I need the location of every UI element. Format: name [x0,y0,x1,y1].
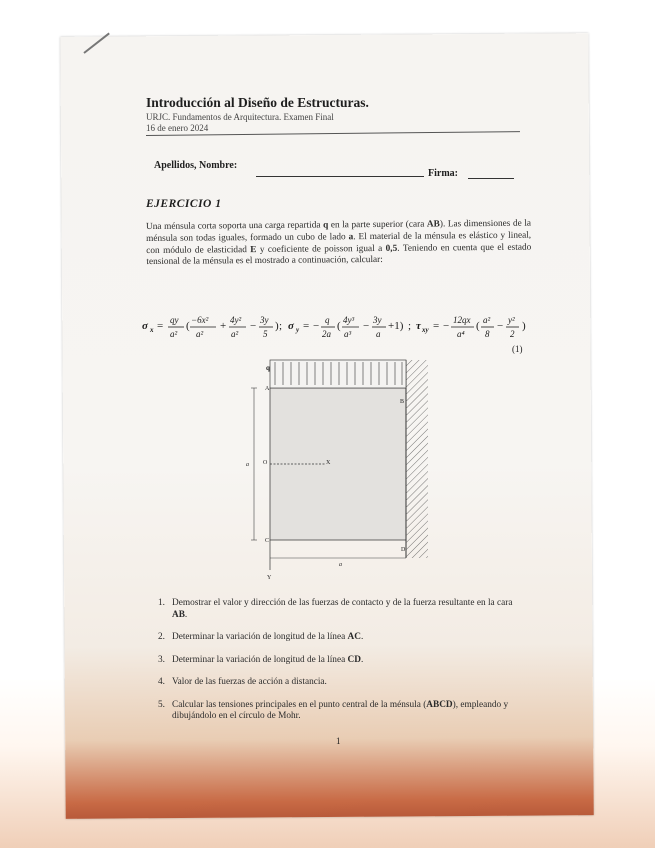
paren-open-2: ( [337,320,341,332]
course-title: Introducción al Diseño de Estructuras. [146,95,369,110]
corbel-body [270,388,406,540]
eq-sign-2: = [303,320,310,332]
exercise-title: EJERCICIO 1 [146,198,222,210]
frac2-num: −6x² [191,315,209,325]
paren-close-3: ) [522,320,526,332]
frac10-den: 2 [510,329,515,339]
frac9-num: a² [483,315,491,325]
equation-number: (1) [512,344,523,354]
minus-4: − [443,320,450,332]
label-D: D [401,547,406,553]
minus-1: − [250,320,257,332]
page-number: 1 [336,736,341,746]
paren-open-3: ( [476,320,480,332]
frac3-num: 4y² [230,315,242,325]
frac1-den: a² [170,329,178,339]
frac5-num: q [325,315,330,325]
eq-sign-3: = [433,320,440,332]
list-item: 5. Calcular las tensiones principales en el punto central de la ménsula (ABCD), empleando y dibujándolo en el círculo de Mohr. [158,699,509,721]
exam-date: 16 de enero 2024 [146,123,209,133]
label-Y: Y [267,575,272,581]
minus-2: − [313,320,320,332]
name-field-line [256,176,424,177]
sigma-x: σ [142,320,148,332]
semicolon-1: ; [279,320,283,332]
label-A: A [265,386,270,392]
frac8-num: 12qx [453,315,471,325]
course-subtitle: URJC. Fundamentos de Arquitectura. Examen Final [146,112,334,122]
name-label: Apellidos, Nombre: [154,160,238,171]
frac7-den: a [376,329,381,339]
label-B: B [400,399,405,405]
frac4-num: 3y [260,315,269,325]
frac2-den: a² [196,329,204,339]
label-O: O [263,460,268,466]
label-X: X [326,460,331,466]
frac1-num: qy [170,315,179,325]
load-box [270,360,406,388]
label-dim-vertical: a [246,462,249,468]
minus-3: − [363,320,370,332]
frac8-den: a⁴ [457,329,465,339]
list-item: 2. Determinar la variación de longitud de la línea AC. [158,632,364,642]
stress-equation [142,306,537,352]
frac10-num: y² [508,315,515,325]
plus-1: + [220,320,227,332]
list-item: 1. Demostrar el valor y dirección de las fuerzas de contacto y de la fuerza resultante en la cara AB. [158,598,513,620]
wall-hatch [406,360,428,558]
signature-label: Firma: [428,168,458,179]
semicolon-2: ; [408,320,412,332]
frac3-den: a² [231,329,239,339]
sigma-x-sub: x [150,326,154,334]
label-C: C [265,538,270,544]
paren-open-1: ( [186,320,190,332]
list-item: 4. Valor de las fuerzas de acción a distancia. [158,677,327,687]
frac7-num: 3y [373,315,382,325]
plus-one: +1) [388,320,404,332]
frac5-den: 2a [322,329,331,339]
tau-xy: τ [416,320,421,332]
frac6-den: a³ [344,329,352,339]
sigma-y-sub: y [296,326,300,334]
list-item: 3. Determinar la variación de longitud de la línea CD. [158,654,364,665]
paren-close-1: ) [275,320,279,332]
corbel-figure [244,358,444,583]
sigma-y: σ [288,320,294,332]
signature-field-line [468,178,514,179]
exercise-statement: Una ménsula corta soporta una carga repartida q en la parte superior (cara AB). Las dimensiones de la ménsula son todas iguales, formado un cubo de lado a. El material de la ménsula es elástico y lineal, con módulo de elasticidad E y coeficiente de poisson igual a 0,5. Teniendo en cuenta que el estado tensional de la ménsula es el mostrado a continuación, calcular: [146,218,532,268]
label-dim-horizontal: a [339,562,342,568]
minus-5: − [497,320,504,332]
frac6-num: 4y³ [343,315,355,325]
tau-xy-sub: xy [422,326,429,334]
label-q: q [266,364,270,372]
question-list [158,598,530,734]
eq-sign-1: = [157,320,164,332]
frac4-den: 5 [263,329,268,339]
frac9-den: 8 [485,329,490,339]
